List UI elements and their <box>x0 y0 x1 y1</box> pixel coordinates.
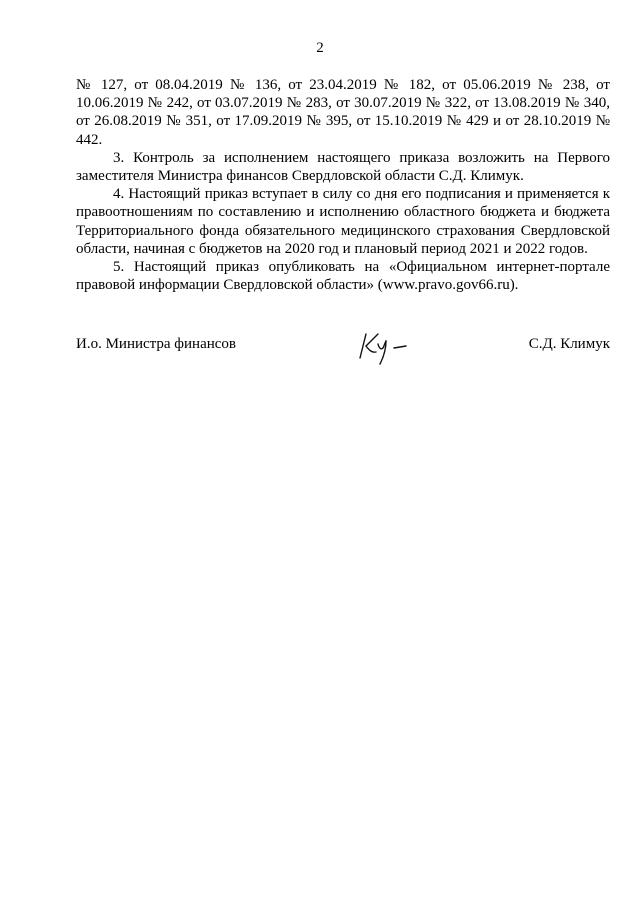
paragraph-order-list-continuation: № 127, от 08.04.2019 № 136, от 23.04.2019 № 182, от 05.06.2019 № 238, от 10.06.2019 № 242, от 03.07.2019 № 283, от 30.07.2019 № 322, от 13.08.2019 № 340, от 26.08.2019 № 351, от 17.09.2019 № 395, от 15.10.2019 № 429 и от 28.10.2019 № 442. <box>76 77 610 148</box>
paragraph-4-effective-date: 4. Настоящий приказ вступает в силу со дня его подписания и применяется к правоотношениям по составлению и исполнению областного бюджета и бюджета Территориального фонда обязательного медицинского страхования Свердловской области, начиная с бюджетов на 2020 год и плановый период 2021 и 2022 годов. <box>76 186 610 257</box>
paragraph-5-publication: 5. Настоящий приказ опубликовать на «Официальном интернет-портале правовой информации Свердловской области» (www.pravo.gov66.ru). <box>76 259 610 294</box>
signature-block <box>76 336 610 376</box>
paragraph-3-control: 3. Контроль за исполнением настоящего приказа возложить на Первого заместителя Министра финансов Свердловской области С.Д. Климук. <box>76 149 610 185</box>
page-number: 2 <box>316 40 324 56</box>
signatory-name: С.Д. Климук <box>528 336 610 352</box>
handwritten-signature-image <box>354 328 412 368</box>
signatory-position: И.о. Министра финансов <box>76 336 237 352</box>
document-body <box>76 76 610 294</box>
